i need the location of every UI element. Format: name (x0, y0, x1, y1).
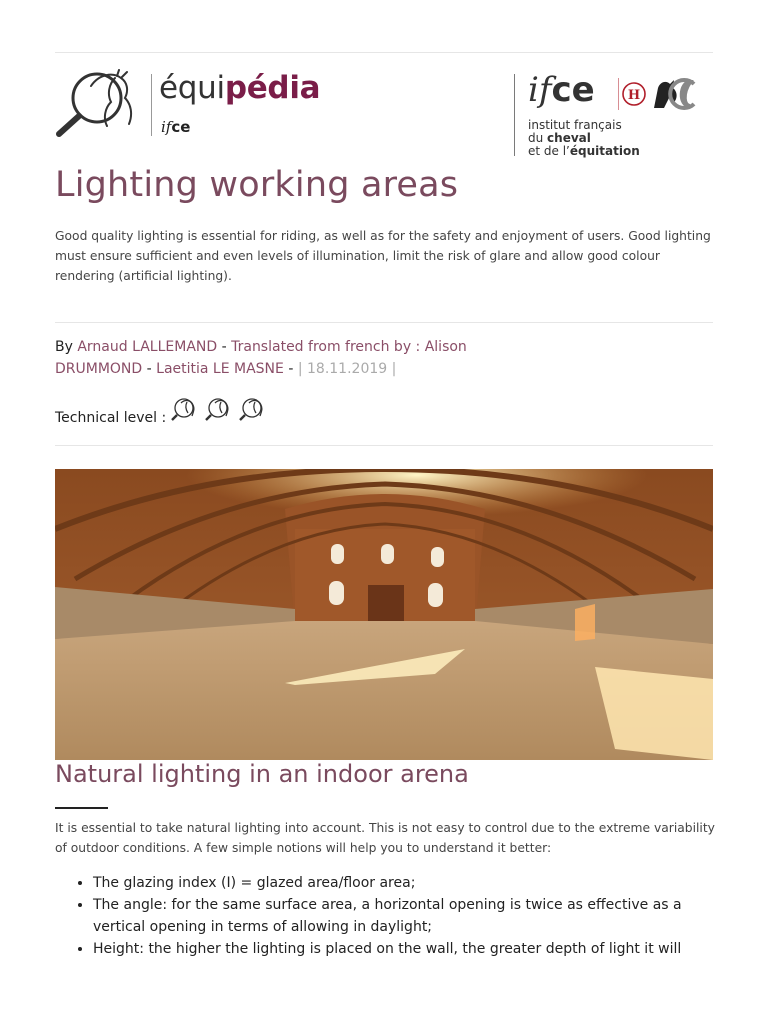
haras-emblem-icon (618, 74, 708, 114)
horse-head-icon (172, 399, 194, 420)
ifce-line1: institut français (528, 118, 622, 132)
publish-date: | 18.11.2019 | (297, 361, 397, 377)
ifce-bar (514, 74, 515, 156)
ifce-logo[interactable] (514, 70, 714, 160)
sub-italic: if (161, 118, 172, 136)
ifce-line2 (528, 131, 591, 145)
section-intro: It is essential to take natural lighting into account. This is not easy to control due to the extreme variability of outdoor conditions. A few simple notions will help you to understand it better: (55, 821, 715, 855)
intro-text: Good quality lighting is essential for riding, as well as for the safety and enjoyment of users. Good lighting must ensure sufficient and even levels of illumination, limit the risk of glare and allow good colour rendering (artificial lighting). (55, 229, 711, 283)
site-header (55, 60, 713, 160)
list-item: • The angle: for the same surface area, a horizontal opening is twice as effective as a vertical opening in terms of allowing in daylight; (93, 894, 715, 938)
sub-bold: ce (171, 118, 191, 136)
coauthor-link[interactable]: Laetitia LE MASNE (156, 361, 284, 377)
ifce-line3 (528, 144, 640, 158)
list-item: • Height: the higher the lighting is placed on the wall, the greater depth of light it will (93, 938, 715, 960)
svg-text:H: H (627, 88, 641, 103)
ifce-bold: ce (551, 70, 595, 110)
wordmark-strong: pédia (224, 70, 321, 106)
technical-level-label: Technical level : (55, 410, 167, 426)
equipedia-ifce-sub (161, 118, 190, 136)
section-underline (55, 807, 108, 809)
byline-top-divider (55, 322, 713, 323)
byline-separator: - (283, 361, 298, 377)
top-divider (55, 52, 713, 53)
list-item: • The glazing index (I) = glazed area/floor area; (93, 872, 715, 894)
ifce-line3-b: équitation (569, 144, 640, 158)
indoor-arena-photo (55, 469, 713, 760)
ifce-line3-a: et de l’ (528, 144, 570, 158)
ifce-line2-a: du (528, 131, 548, 145)
ifce-italic: if (528, 70, 552, 110)
horse-head-icon (206, 399, 228, 420)
byline-by: By (55, 339, 78, 355)
author-link[interactable]: Arnaud LALLEMAND (77, 339, 218, 355)
byline-separator: - (142, 361, 157, 377)
byline-separator: - (217, 339, 232, 355)
logo-divider (151, 74, 152, 136)
bullet-list (55, 872, 715, 960)
translator-link[interactable]: Translated from french by : Alison DRUMMOND (55, 339, 467, 377)
page-title: Lighting working areas (55, 165, 459, 205)
ifce-wordmark (528, 70, 595, 110)
equipedia-wordmark (159, 70, 320, 106)
wordmark-prefix: équi (159, 70, 225, 106)
byline (55, 336, 495, 380)
ifce-line2-b: cheval (547, 131, 591, 145)
magnifier-horse-icon (55, 68, 151, 138)
equipedia-logo[interactable] (55, 68, 335, 138)
technical-level-icons (170, 396, 270, 426)
section-title: Natural lighting in an indoor arena (55, 760, 469, 788)
byline-bottom-divider (55, 445, 713, 446)
horse-head-icon (240, 399, 262, 420)
